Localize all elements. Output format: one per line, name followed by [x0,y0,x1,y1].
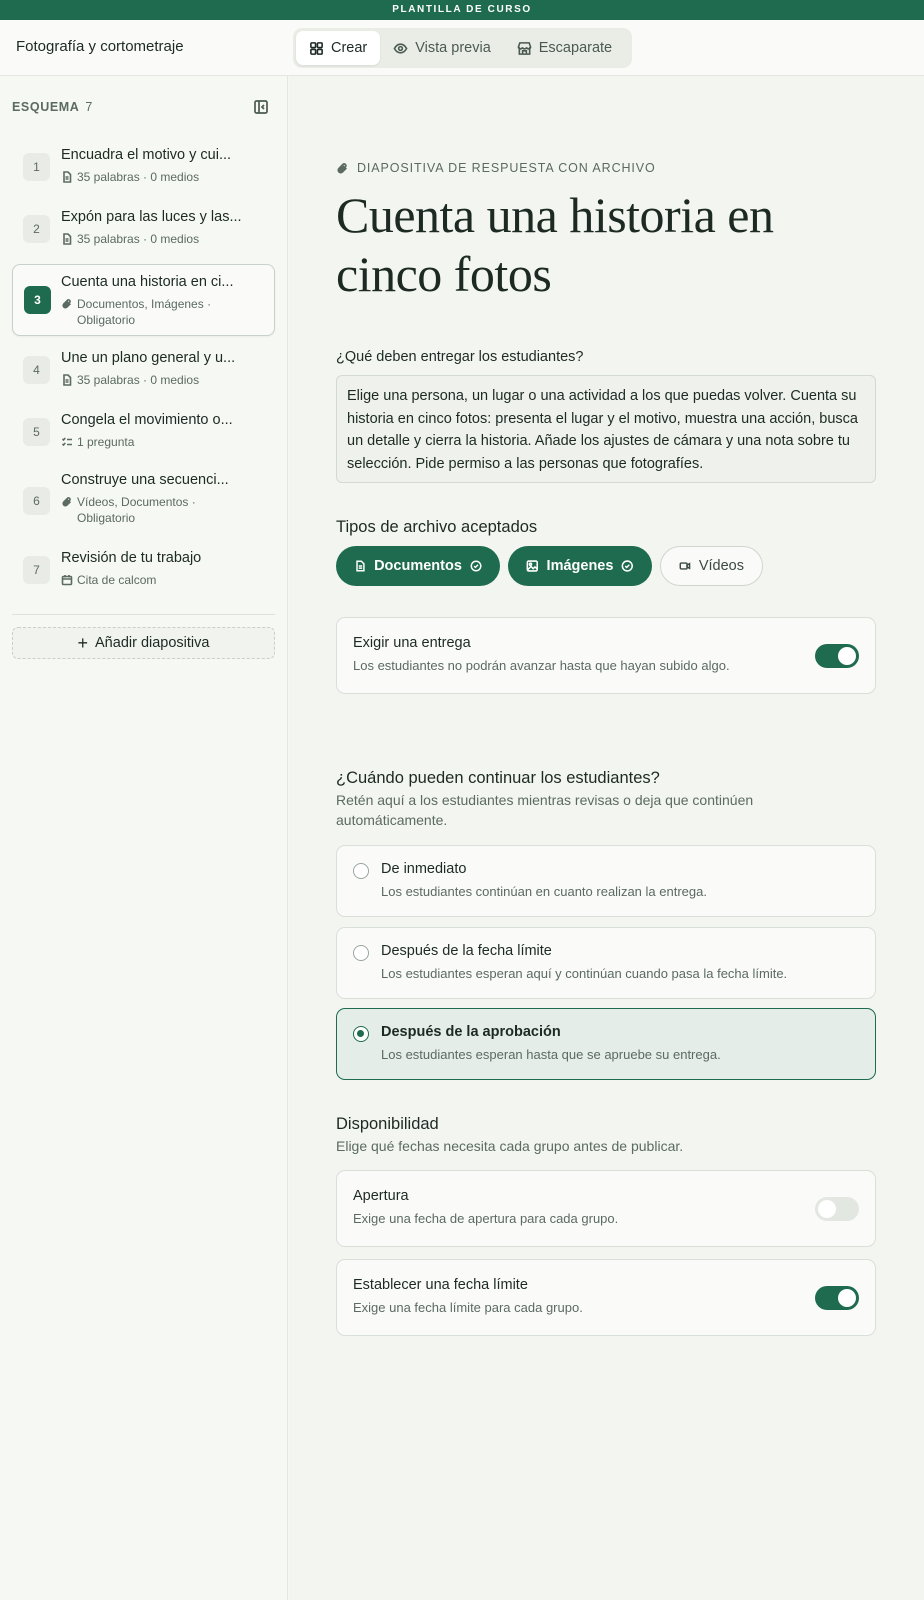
slide-meta-lines [77,296,211,328]
slide-meta-line-1: Documentos, Imágenes · [77,297,212,311]
outline-count: 7 [85,100,93,114]
check-circle-icon [621,559,634,573]
continue-option-after-deadline[interactable] [336,927,876,999]
opening-date-title: Apertura [353,1188,409,1204]
outline-slide-3[interactable] [12,264,275,336]
slide-meta-line-2: Obligatorio [77,313,136,327]
slide-number: 4 [23,356,50,384]
slide-meta-text: 35 palabras · 0 medios [77,232,200,246]
slide-title: Cuenta una historia en ci... [61,274,234,290]
collapse-sidebar-icon[interactable] [253,99,269,115]
file-type-label: Imágenes [546,558,614,574]
document-icon [61,233,73,245]
video-camera-icon [679,559,691,573]
slide-meta [61,572,156,588]
document-icon [354,559,366,573]
checklist-icon [61,436,73,448]
slide-number: 1 [23,153,50,181]
outline-heading [12,100,93,114]
continue-option-after-approval[interactable] [336,1008,876,1080]
deadline-title: Establecer una fecha límite [353,1277,528,1293]
file-types-heading: Tipos de archivo aceptados [336,518,538,536]
prompt-textarea[interactable]: Elige una persona, un lugar o una actividad a los que puedas volver. Cuenta su historia en cinco fotos: presenta el lugar y el motivo, muestra una acción, busca un detalle y cierra la historia. Añade los ajustes de cámara y una nota sobre tu selección. Pide permiso a las personas que fotografíes. [336,375,876,483]
file-type-documentos-chip[interactable] [336,546,500,586]
deadline-toggle[interactable] [815,1286,859,1310]
file-type-videos-chip[interactable] [660,546,763,586]
slide-meta [61,494,196,526]
outline-slide-7[interactable] [12,544,275,596]
slide-title: Une un plano general y u... [61,350,236,366]
slide-meta-text: 1 pregunta [77,435,135,449]
require-submission-toggle[interactable] [815,644,859,668]
slide-meta [61,434,134,450]
document-icon [61,171,73,183]
grid-icon [309,41,324,56]
toggle-knob [838,647,856,665]
tab-crear[interactable] [296,31,380,65]
outline-heading-label: ESQUEMA [12,100,80,114]
slide-meta [61,169,199,185]
slide-meta-text: Cita de calcom [77,573,157,587]
slide-meta-text: 35 palabras · 0 medios [77,170,200,184]
require-submission-title: Exigir una entrega [353,635,471,651]
template-banner: PLANTILLA DE CURSO [0,0,924,20]
opening-date-toggle[interactable] [815,1197,859,1221]
slide-meta-lines [77,494,196,526]
toggle-knob [818,1200,836,1218]
slide-meta [61,296,211,328]
slide-title: Congela el movimiento o... [61,412,233,428]
availability-heading: Disponibilidad [336,1115,439,1133]
paperclip-icon [336,162,349,175]
store-icon [517,41,532,56]
slide-number: 2 [23,215,50,243]
option-desc: Los estudiantes continúan en cuanto realizan la entrega. [381,884,707,899]
slide-meta-text: 35 palabras · 0 medios [77,373,200,387]
tab-vista-previa-label: Vista previa [415,40,491,56]
file-type-label: Vídeos [698,558,744,574]
tab-escaparate[interactable] [504,31,625,65]
slide-meta-line-1: Vídeos, Documentos · [77,495,196,509]
deadline-desc: Exige una fecha límite para cada grupo. [353,1300,583,1315]
add-slide-button[interactable] [12,627,275,659]
calendar-icon [61,574,73,586]
slide-number: 5 [23,418,50,446]
slide-meta [61,231,199,247]
tab-escaparate-label: Escaparate [538,40,613,56]
slide-title: Revisión de tu trabajo [61,550,202,566]
sidebar-divider [12,614,275,615]
check-circle-icon [470,559,482,573]
prompt-label: ¿Qué deben entregar los estudiantes? [336,349,584,365]
slide-meta-line-2: Obligatorio [77,511,136,525]
outline-slide-4[interactable] [12,344,275,396]
radio-button[interactable] [353,945,369,961]
slide-number: 3 [24,286,51,314]
continue-desc: Retén aquí a los estudiantes mientras revisas o deja que continúen automáticamente. [336,792,754,828]
eye-icon [393,41,408,56]
deadline-card [336,1259,876,1336]
outline-sidebar [0,76,288,1600]
continue-option-immediately[interactable] [336,845,876,917]
slide-title-heading[interactable]: Cuenta una historia en cinco fotos [336,187,774,302]
slide-type-kicker [336,161,656,175]
paperclip-icon [61,496,73,508]
option-title: Después de la aprobación [381,1024,561,1040]
document-icon [61,374,73,386]
mode-switcher [293,28,632,68]
option-title: Después de la fecha límite [381,943,552,959]
opening-date-desc: Exige una fecha de apertura para cada grupo. [353,1211,619,1226]
course-title: Fotografía y cortometraje [16,38,184,55]
outline-slide-2[interactable] [12,203,275,255]
tab-vista-previa[interactable] [380,31,504,65]
header [0,20,924,76]
slide-editor [289,76,924,1600]
plus-icon: + [77,633,89,653]
radio-button[interactable] [353,1026,369,1042]
slide-number: 7 [23,556,50,584]
slide-title: Encuadra el motivo y cui... [61,147,232,163]
slide-title: Expón para las luces y las... [61,209,242,225]
slide-number: 6 [23,487,50,515]
tab-crear-label: Crear [331,40,368,56]
file-type-label: Documentos [374,558,462,574]
opening-date-card [336,1170,876,1247]
require-submission-card [336,617,876,694]
slide-type-label: DIAPOSITIVA DE RESPUESTA CON ARCHIVO [357,161,656,175]
availability-desc: Elige qué fechas necesita cada grupo antes de publicar. [336,1138,684,1154]
slide-meta [61,372,199,388]
outline-slide-1[interactable] [12,141,275,193]
paperclip-icon [61,298,73,310]
image-icon [526,559,539,573]
toggle-knob [838,1289,856,1307]
option-title: De inmediato [381,861,467,877]
option-desc: Los estudiantes esperan hasta que se apruebe su entrega. [381,1047,721,1062]
outline-slide-6[interactable] [12,466,275,536]
continue-heading: ¿Cuándo pueden continuar los estudiantes? [336,769,660,787]
add-slide-label: Añadir diapositiva [95,635,210,651]
file-type-imagenes-chip[interactable] [508,546,652,586]
slide-title: Construye una secuenci... [61,472,229,488]
option-desc: Los estudiantes esperan aquí y continúan cuando pasa la fecha límite. [381,966,788,981]
outline-slide-5[interactable] [12,406,275,458]
require-submission-desc: Los estudiantes no podrán avanzar hasta que hayan subido algo. [353,658,730,673]
radio-button[interactable] [353,863,369,879]
